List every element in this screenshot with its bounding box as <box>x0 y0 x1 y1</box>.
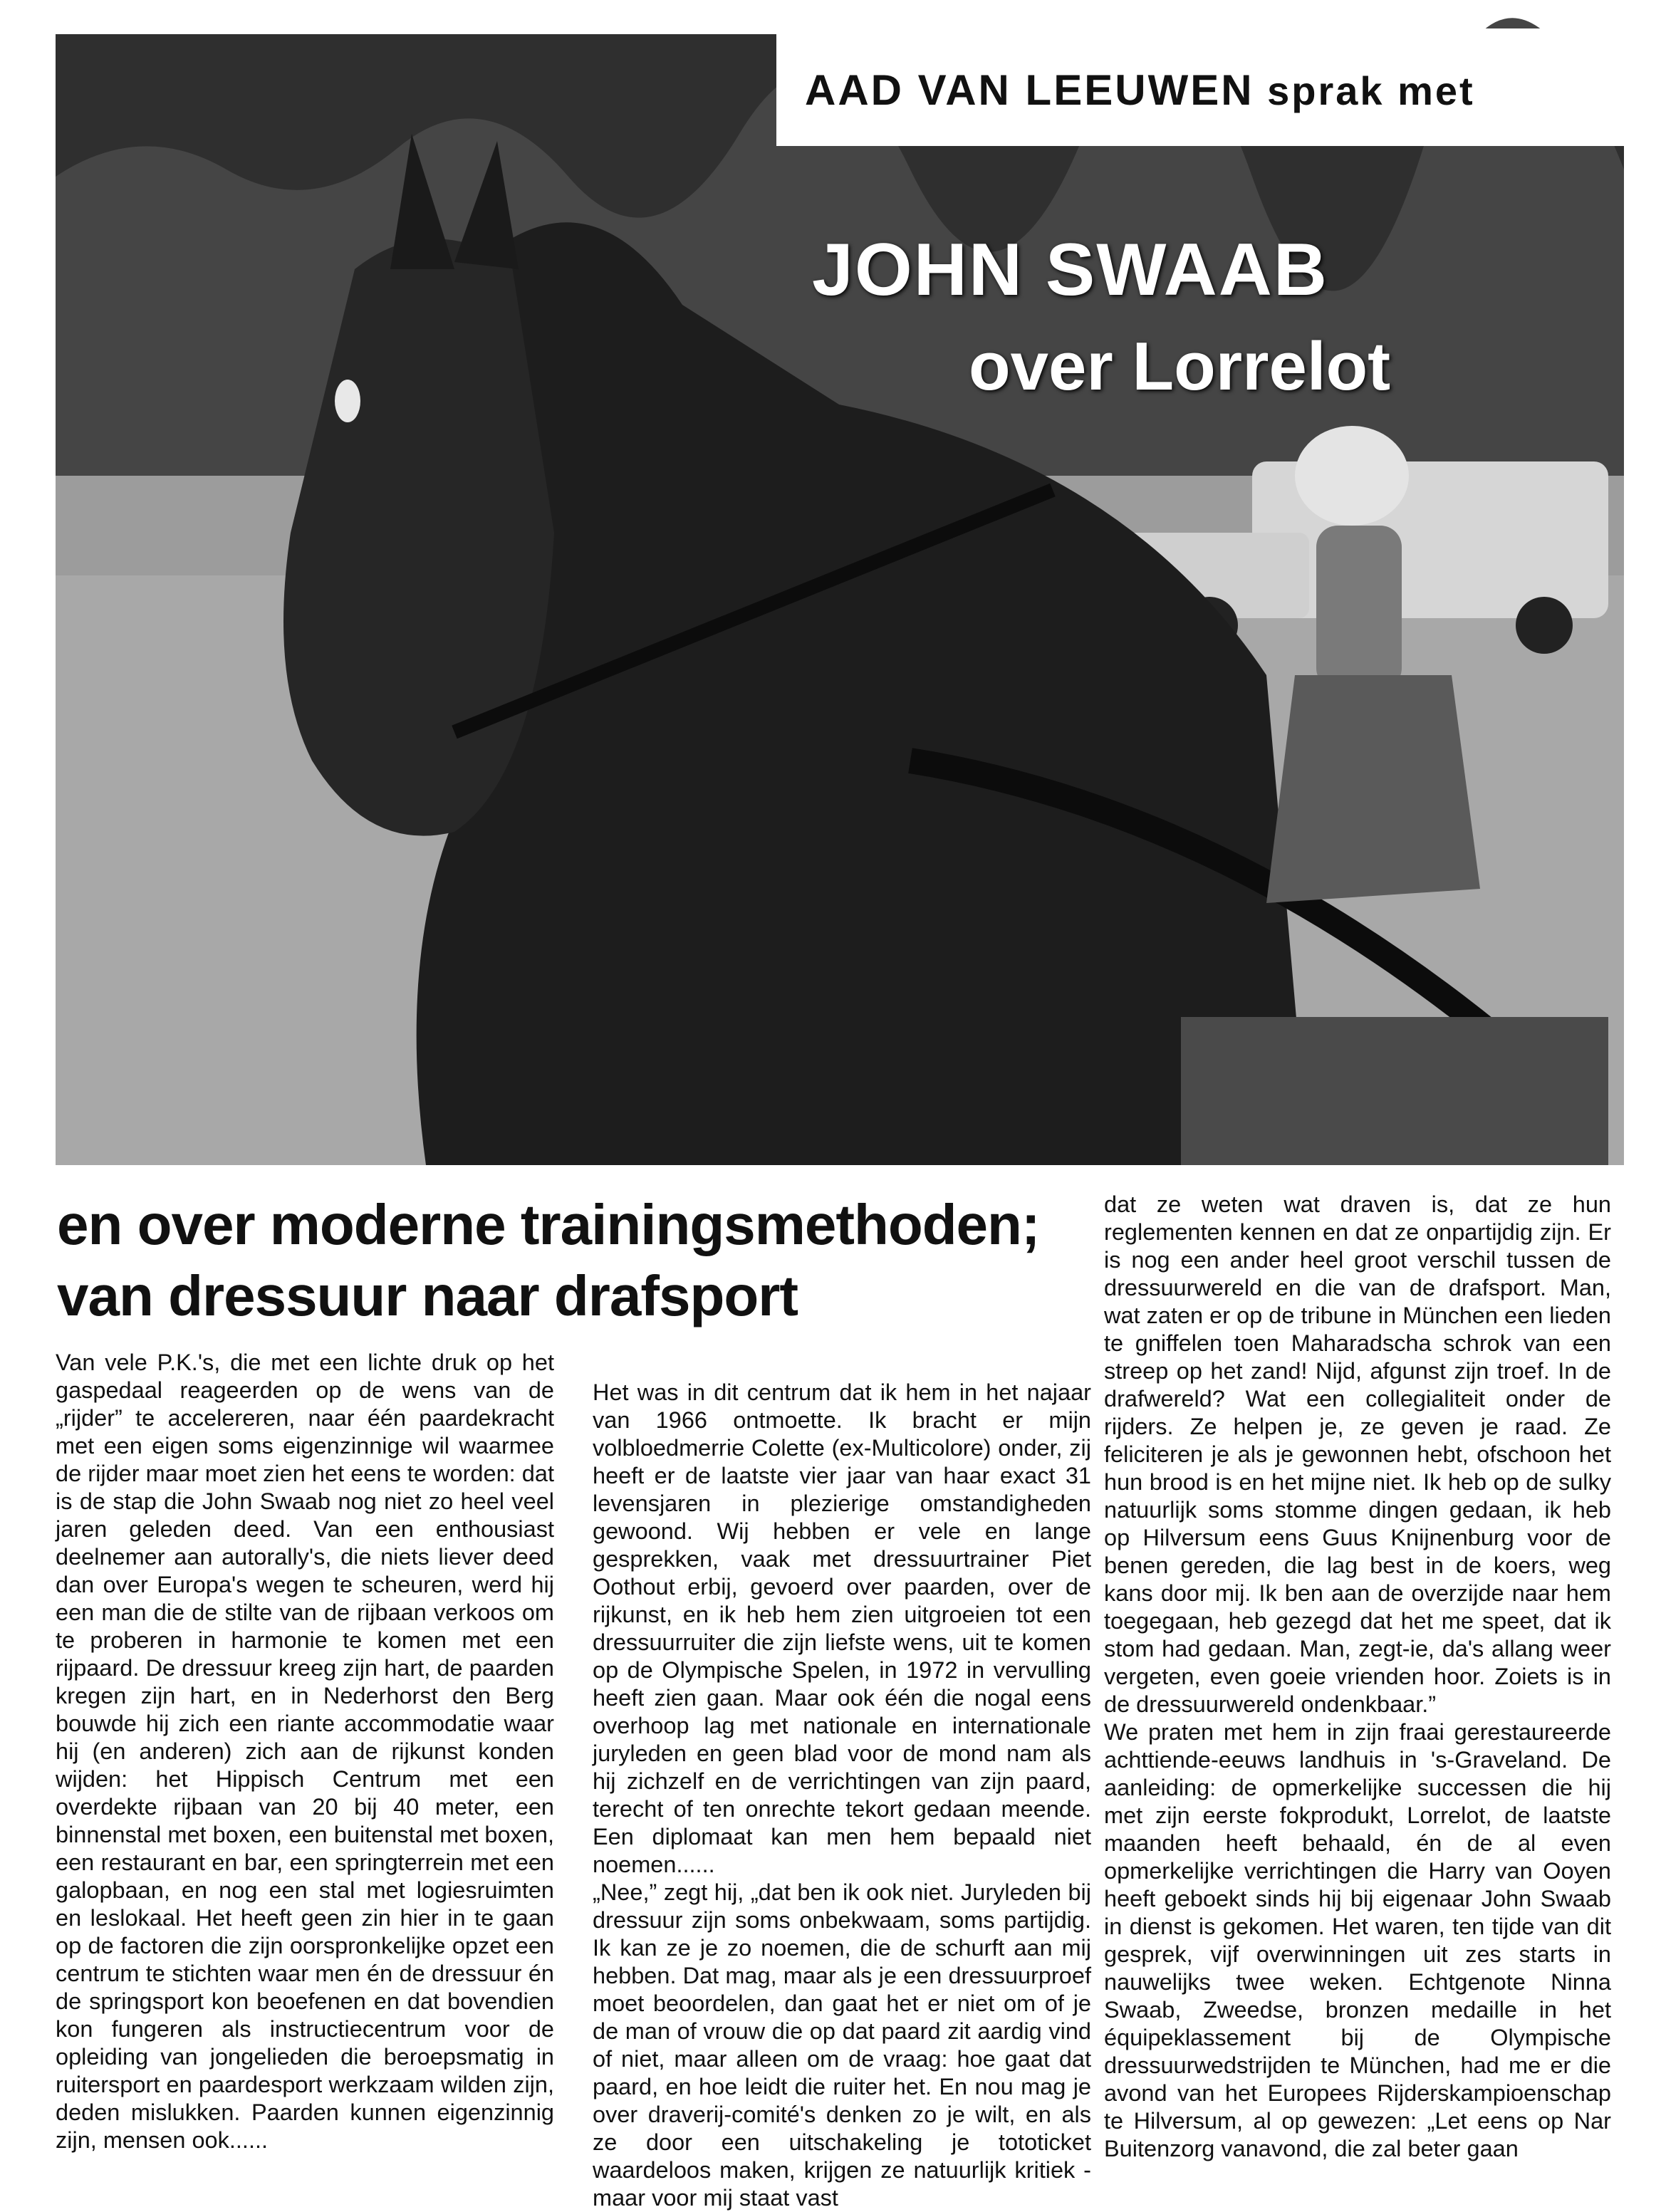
article-column-1 <box>56 1349 554 2182</box>
subheadline <box>57 1189 1083 1332</box>
subheadline-line-1: en over moderne trainingsmethoden; <box>57 1193 1040 1256</box>
column-3-paragraph-2: We praten met hem in zijn fraai gerestaureerde achttiende-eeuws landhuis in 's-Graveland. De aanleiding: de opmerkelijke successen die hij met zijn eerste fokprodukt, Lorrelot, de laatste maanden heeft behaald, én de al even opmerkelijke verrichtingen die Harry van Ooyen heeft geboekt sinds hij bij eigenaar John Swaab in dienst is gekomen. Het waren, ten tijde van dit gesprek, vijf overwinningen uit zes starts in nauwelijks twee weken. Echtgenote Ninna Swaab, Zweedse, bronzen medaille in het équipeklassement bij de Olympische dressuurwedstrijden te München, had me er die avond van het Europees Rijderskampioenschap te Hilversum, al op gewezen: „Let eens op Nar Buitenzorg vanavond, die zal beter gaan <box>1104 1719 1611 2161</box>
author-name: AAD VAN LEEUWEN <box>805 66 1254 114</box>
article-photo <box>56 34 1624 1165</box>
article-column-2 <box>593 1379 1091 2211</box>
column-2-paragraph-1: Het was in dit centrum dat ik hem in het najaar van 1966 ontmoette. Ik bracht er mijn volbloedmerrie Colette (ex-Multicolore) onder, zij heeft er de laatste vier jaar van haar exact 31 levensjaren in plezierige omstandigheden gewoond. Wij hebben er vele en lange gesprekken, vaak met dressuurtrainer Piet Oothout erbij, gevoerd over paarden, over de rijkunst, en ik heb hem zien uitgroeien tot een dressuurruiter die zijn liefste wens, uit te komen op de Olympische Spelen, in 1972 in vervulling heeft zien gaan. Maar ook één die nogal eens overhoop lag met nationale en internationale juryleden en geen blad voor de mond nam als hij zichzelf en de verrichtingen van zijn paard, terecht of ten onrechte tekort gedaan meende. Een diplomaat kan men hem bepaald niet noemen...... <box>593 1379 1091 1877</box>
subheadline-line-2: van dressuur naar drafsport <box>57 1264 798 1327</box>
kicker <box>805 66 1603 115</box>
column-3-paragraph-1: dat ze weten wat draven is, dat ze hun reglementen kennen en dat ze onpartijdig zijn. Er is nog een ander heel groot verschil tussen de dressuurwereld en die van de drafsport. Man, wat zaten er op de tribune in München een lieden te gniffelen toen Maharadscha schrok van een streep op het zand! Nijd, afgunst zijn troef. In de drafwereld? Wat een collegialiteit onder de rijders. Ze helpen je, ze geven je raad. Ze feliciteren je als je gewonnen hebt, ofschoon het hun brood is en het mijne niet. Ik heb op de sulky natuurlijk soms stomme dingen gedaan, ik heb op Hilversum eens Guus Knijnenburg voor de benen gereden, die lag best in de koers, weg kans door mij. Ik ben aan de overzijde naar hem toegegaan, heb gezegd dat het me speet, dat ik stom had gedaan. Man, zegt-ie, da's allang weer vergeten, even goeie vrienden hoor. Zoiets is in de dressuurwereld ondenkbaar.” <box>1104 1191 1611 1717</box>
headline-line-1: JOHN SWAAB <box>812 229 1328 311</box>
kicker-rest: sprak met <box>1267 68 1475 113</box>
column-1-paragraph-1: Van vele P.K.'s, die met een lichte druk op het gaspedaal reageerden op de wens van de „rijder” te accelereren, naar één paardekracht met een eigen soms eigenzinnige wil waarmee de rijder maar moet zien het eens te worden: dat is de stap die John Swaab nog niet zo heel veel jaren geleden deed. Van een enthousiast deelnemer aan autorally's, die niets liever deed dan over Europa's wegen te scheuren, werd hij een man die de stilte van de rijbaan verkoos om te proberen in harmonie te komen met een rijpaard. De dressuur kreeg zijn hart, de paarden kregen zijn hart, en in Nederhorst den Berg bouwde hij zich een riante accommodatie waar hij (en anderen) zich aan de rijkunst konden wijden: het Hippisch Centrum met een overdekte rijbaan van 20 bij 40 meter, een binnenstal met boxen, een buitenstal met boxen, een restaurant en bar, een springterrein met een galopbaan, en nog een stal met logiesruimten en leslokaal. Het heeft geen zin hier in te gaan op de factoren die zijn oorspronkelijke opzet een centrum te stichten waar men én de dressuur én de springsport kon beoefenen en dat bovendien kon fungeren als instructiecentrum voor de opleiding van jongelieden die beroepsmatig in ruitersport en paardesport werkzaam wilden zijn, deden mislukken. Paarden kunnen eigenzinnig zijn, mensen ook...... <box>56 1350 554 2153</box>
column-2-paragraph-2: „Nee,” zegt hij, „dat ben ik ook niet. Juryleden bij dressuur zijn soms onbekwaam, soms partijdig. Ik kan ze je zo noemen, die de schurft aan mij hebben. Dat mag, maar als je een dressuurproef moet beoordelen, dan gaat het er niet om of je de man of vrouw die op dat paard zit aardig vind of niet, maar alleen om de vraag: hoe gaat dat paard, en hoe leidt die ruiter het. En nou mag je over draverij-comité's denken zo je wilt, en als ze door een uitschakeling je tototicket waardeloos maken, krijgen ze natuurlijk kritiek - maar voor mij staat vast <box>593 1879 1091 2211</box>
horse-and-sulky-photo-icon <box>56 34 1624 1165</box>
headline-line-2: over Lorrelot <box>969 328 1391 405</box>
article-column-3 <box>1104 1191 1611 2184</box>
